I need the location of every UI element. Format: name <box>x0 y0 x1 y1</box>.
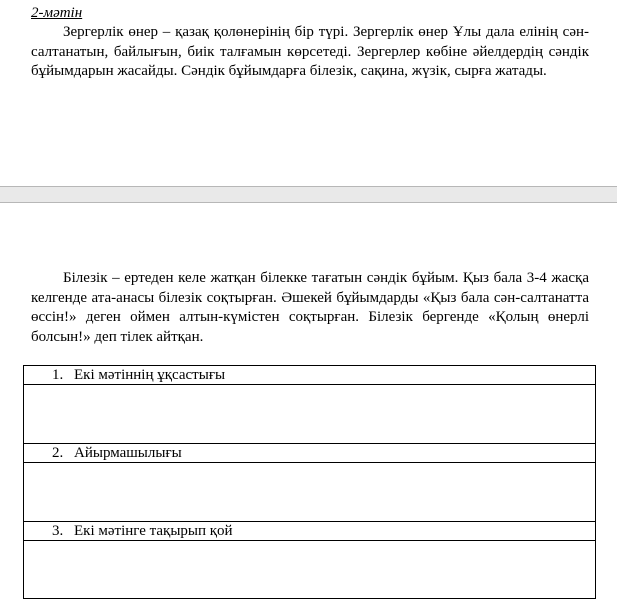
task-answer-row <box>24 541 596 599</box>
task-label: Екі мәтіннің ұқсастығы <box>74 367 226 383</box>
text-heading: 2-мәтін <box>31 5 83 21</box>
task-answer-row <box>24 463 596 522</box>
task-question-row <box>24 366 596 385</box>
task-question-row <box>24 444 596 463</box>
task-question-3 <box>24 522 596 541</box>
page-break <box>0 186 617 203</box>
task-question-2 <box>24 444 596 463</box>
task-number: 1. <box>52 367 64 383</box>
task-question-1 <box>24 366 596 385</box>
text-paragraph-2: Білезік – ертеден келе жатқан білекке тағатын сәндік бұйым. Қыз бала 3-4 жасқа келгенде ата-анасы білезік соқтырған. Әшекей бұйымдарды «Қыз бала сән-салтанатта өссін!» деген оймен алтын-күмістен соқтырған. Білезік бергенде «Қолың өнерлі болсын!» деп тілек айтқан. <box>31 270 589 345</box>
task-table <box>23 365 596 599</box>
text-paragraph-1: Зергерлік өнер – қазақ қолөнерінің бір түрі. Зергерлік өнер Ұлы дала елінің сән-салтанатын, байлығын, биік талғамын көрсетеді. Зергерлер көбіне әйелдердің сәндік бұйымдарын жасайды. Сәндік бұйымдарға білезік, сақина, жүзік, сырға жатады. <box>31 24 589 79</box>
task-question-row <box>24 522 596 541</box>
task-label: Екі мәтінге тақырып қой <box>74 523 233 539</box>
task-answer-1[interactable] <box>24 385 596 444</box>
task-answer-row <box>24 385 596 444</box>
task-answer-3[interactable] <box>24 541 596 599</box>
task-answer-2[interactable] <box>24 463 596 522</box>
page-bottom <box>0 203 617 609</box>
task-label: Айырмашылығы <box>74 445 182 461</box>
page-top <box>0 0 617 186</box>
task-number: 2. <box>52 445 64 461</box>
task-number: 3. <box>52 523 64 539</box>
